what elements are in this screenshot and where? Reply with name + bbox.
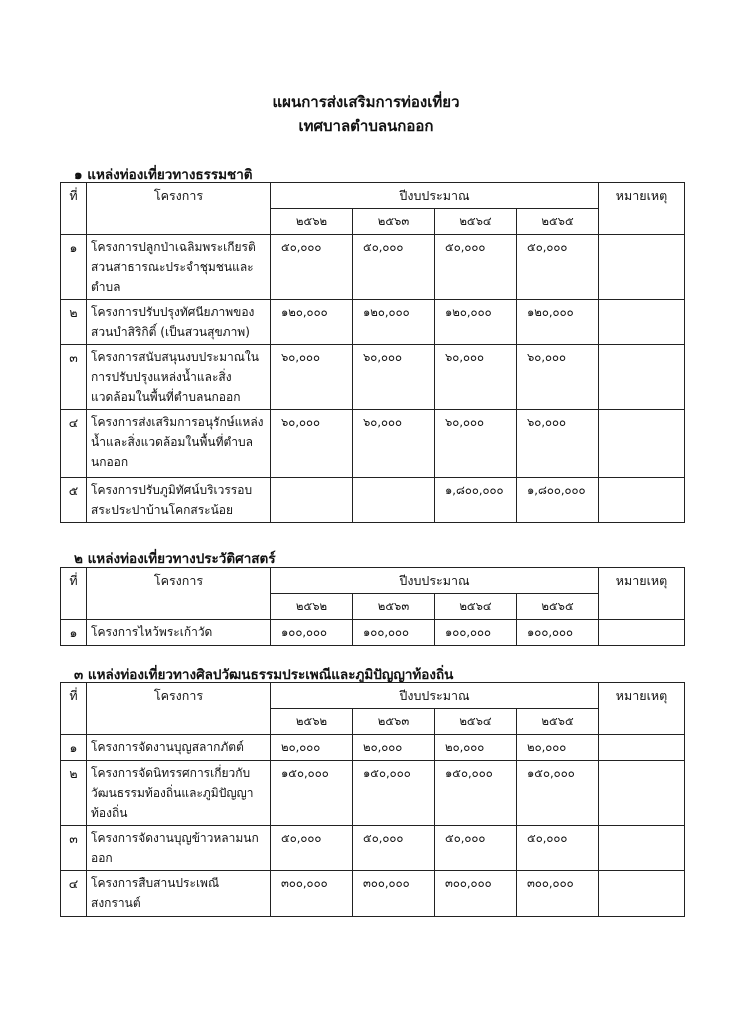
remark-cell [599,300,685,345]
page-subtitle: เทศบาลตำบลนกออก [298,117,434,135]
header-project: โครงการ [87,183,271,235]
row-no: ๑ [61,620,87,646]
remark-cell [599,761,685,826]
budget-value: ๖๐,๐๐๐ [517,410,599,478]
budget-value: ๕๐,๐๐๐ [435,235,517,300]
header-year: ๒๕๖๒ [271,209,353,235]
header-year: ๒๕๖๔ [435,594,517,620]
table-row [61,300,685,345]
row-no: ๓ [61,345,87,410]
budget-value: ๕๐,๐๐๐ [271,826,353,871]
row-no: ๓ [61,826,87,871]
budget-table [60,682,685,917]
budget-value: ๖๐,๐๐๐ [271,410,353,478]
row-no: ๔ [61,871,87,917]
header-budget: ปีงบประมาณ [271,683,599,709]
header-year: ๒๕๖๓ [353,594,435,620]
table-row [61,478,685,523]
budget-value: ๑๒๐,๐๐๐ [353,300,435,345]
header-year: ๒๕๖๓ [353,209,435,235]
header-year: ๒๕๖๕ [517,709,599,735]
table-row [61,761,685,826]
header-no: ที่ [61,183,87,235]
budget-table [60,182,685,523]
header-remark: หมายเหตุ [599,183,685,235]
budget-value: ๒๐,๐๐๐ [517,735,599,761]
budget-value: ๕๐,๐๐๐ [517,235,599,300]
budget-value: ๓๐๐,๐๐๐ [353,871,435,917]
budget-value: ๕๐,๐๐๐ [435,826,517,871]
budget-value: ๑๒๐,๐๐๐ [271,300,353,345]
remark-cell [599,871,685,917]
budget-value: ๖๐,๐๐๐ [353,345,435,410]
header-year: ๒๕๖๒ [271,594,353,620]
budget-value: ๖๐,๐๐๐ [271,345,353,410]
remark-cell [599,235,685,300]
budget-value: ๖๐,๐๐๐ [435,410,517,478]
budget-value: ๕๐,๐๐๐ [271,235,353,300]
budget-value: ๑,๘๐๐,๐๐๐ [517,478,599,523]
remark-cell [599,735,685,761]
remark-cell [599,345,685,410]
header-project: โครงการ [87,568,271,620]
project-name: โครงการจัดงานบุญสลากภัตต์ [87,735,271,761]
budget-value: ๑๐๐,๐๐๐ [517,620,599,646]
budget-value: ๓๐๐,๐๐๐ [435,871,517,917]
budget-value [353,478,435,523]
project-name: โครงการสืบสานประเพณีสงกรานต์ [87,871,271,917]
header-year: ๒๕๖๓ [353,709,435,735]
row-no: ๒ [61,300,87,345]
project-name: โครงการไหว้พระเก้าวัด [87,620,271,646]
budget-value: ๖๐,๐๐๐ [435,345,517,410]
budget-value: ๒๐,๐๐๐ [353,735,435,761]
project-name: โครงการปรับปรุงทัศนียภาพของสวนบำสิริกิติ์ (เป็นสวนสุขภาพ) [87,300,271,345]
project-name: โครงการปลูกป่าเฉลิมพระเกียรติ สวนสาธารณะประจำชุมชนและตำบล [87,235,271,300]
header-year: ๒๕๖๕ [517,209,599,235]
project-name: โครงการปรับภูมิทัศน์บริเวรรอบสระประปาบ้านโคกสระน้อย [87,478,271,523]
header-no: ที่ [61,568,87,620]
budget-value: ๑๐๐,๐๐๐ [435,620,517,646]
page-title: แผนการส่งเสริมการท่องเที่ยว [272,93,460,111]
header-budget: ปีงบประมาณ [271,568,599,594]
budget-value: ๒๐,๐๐๐ [271,735,353,761]
row-no: ๔ [61,410,87,478]
budget-value: ๕๐,๐๐๐ [517,826,599,871]
table-row [61,735,685,761]
header-remark: หมายเหตุ [599,568,685,620]
budget-value: ๓๐๐,๐๐๐ [271,871,353,917]
budget-value: ๑๕๐,๐๐๐ [435,761,517,826]
table-row [61,345,685,410]
budget-value: ๑๕๐,๐๐๐ [517,761,599,826]
table-row [61,410,685,478]
budget-value: ๒๐,๐๐๐ [435,735,517,761]
header-budget: ปีงบประมาณ [271,183,599,209]
table-row [61,826,685,871]
header-year: ๒๕๖๔ [435,209,517,235]
budget-value: ๑๐๐,๐๐๐ [271,620,353,646]
budget-value: ๑๕๐,๐๐๐ [271,761,353,826]
project-name: โครงการส่งเสริมการอนุรักษ์แหล่งน้ำและสิ่งแวดล้อมในพื้นที่ตำบลนกออก [87,410,271,478]
header-year: ๒๕๖๒ [271,709,353,735]
project-name: โครงการสนับสนุนงบประมาณในการปรับปรุงแหล่งน้ำและสิ่งแวดล้อมในพื้นที่ตำบลนกออก [87,345,271,410]
budget-value: ๑๐๐,๐๐๐ [353,620,435,646]
budget-value: ๑๕๐,๐๐๐ [353,761,435,826]
header-year: ๒๕๖๔ [435,709,517,735]
remark-cell [599,826,685,871]
project-name: โครงการจัดนิทรรศการเกี่ยวกับวัฒนธรรมท้องถิ่นและภูมิปัญญาท้องถิ่น [87,761,271,826]
remark-cell [599,410,685,478]
budget-value: ๑๒๐,๐๐๐ [517,300,599,345]
header-project: โครงการ [87,683,271,735]
header-year: ๒๕๖๕ [517,594,599,620]
budget-value [271,478,353,523]
table-row [61,871,685,917]
row-no: ๑ [61,235,87,300]
budget-value: ๕๐,๐๐๐ [353,235,435,300]
row-no: ๑ [61,735,87,761]
budget-table [60,567,685,646]
section-title: ๑ แหล่งท่องเที่ยวทางธรรมชาติ [74,167,253,183]
section-title: ๒ แหล่งท่องเที่ยวทางประวัติศาสตร์ [74,551,276,567]
budget-value: ๓๐๐,๐๐๐ [517,871,599,917]
header-remark: หมายเหตุ [599,683,685,735]
project-name: โครงการจัดงานบุญข้าวหลามนกออก [87,826,271,871]
table-row [61,235,685,300]
remark-cell [599,478,685,523]
table-row [61,620,685,646]
budget-value: ๑๒๐,๐๐๐ [435,300,517,345]
section-title: ๓ แหล่งท่องเที่ยวทางศิลปวัฒนธรรมประเพณีและภูมิปัญญาท้องถิ่น [74,667,454,683]
row-no: ๕ [61,478,87,523]
budget-value: ๖๐,๐๐๐ [353,410,435,478]
header-no: ที่ [61,683,87,735]
row-no: ๒ [61,761,87,826]
budget-value: ๕๐,๐๐๐ [353,826,435,871]
budget-value: ๑,๘๐๐,๐๐๐ [435,478,517,523]
budget-value: ๖๐,๐๐๐ [517,345,599,410]
remark-cell [599,620,685,646]
